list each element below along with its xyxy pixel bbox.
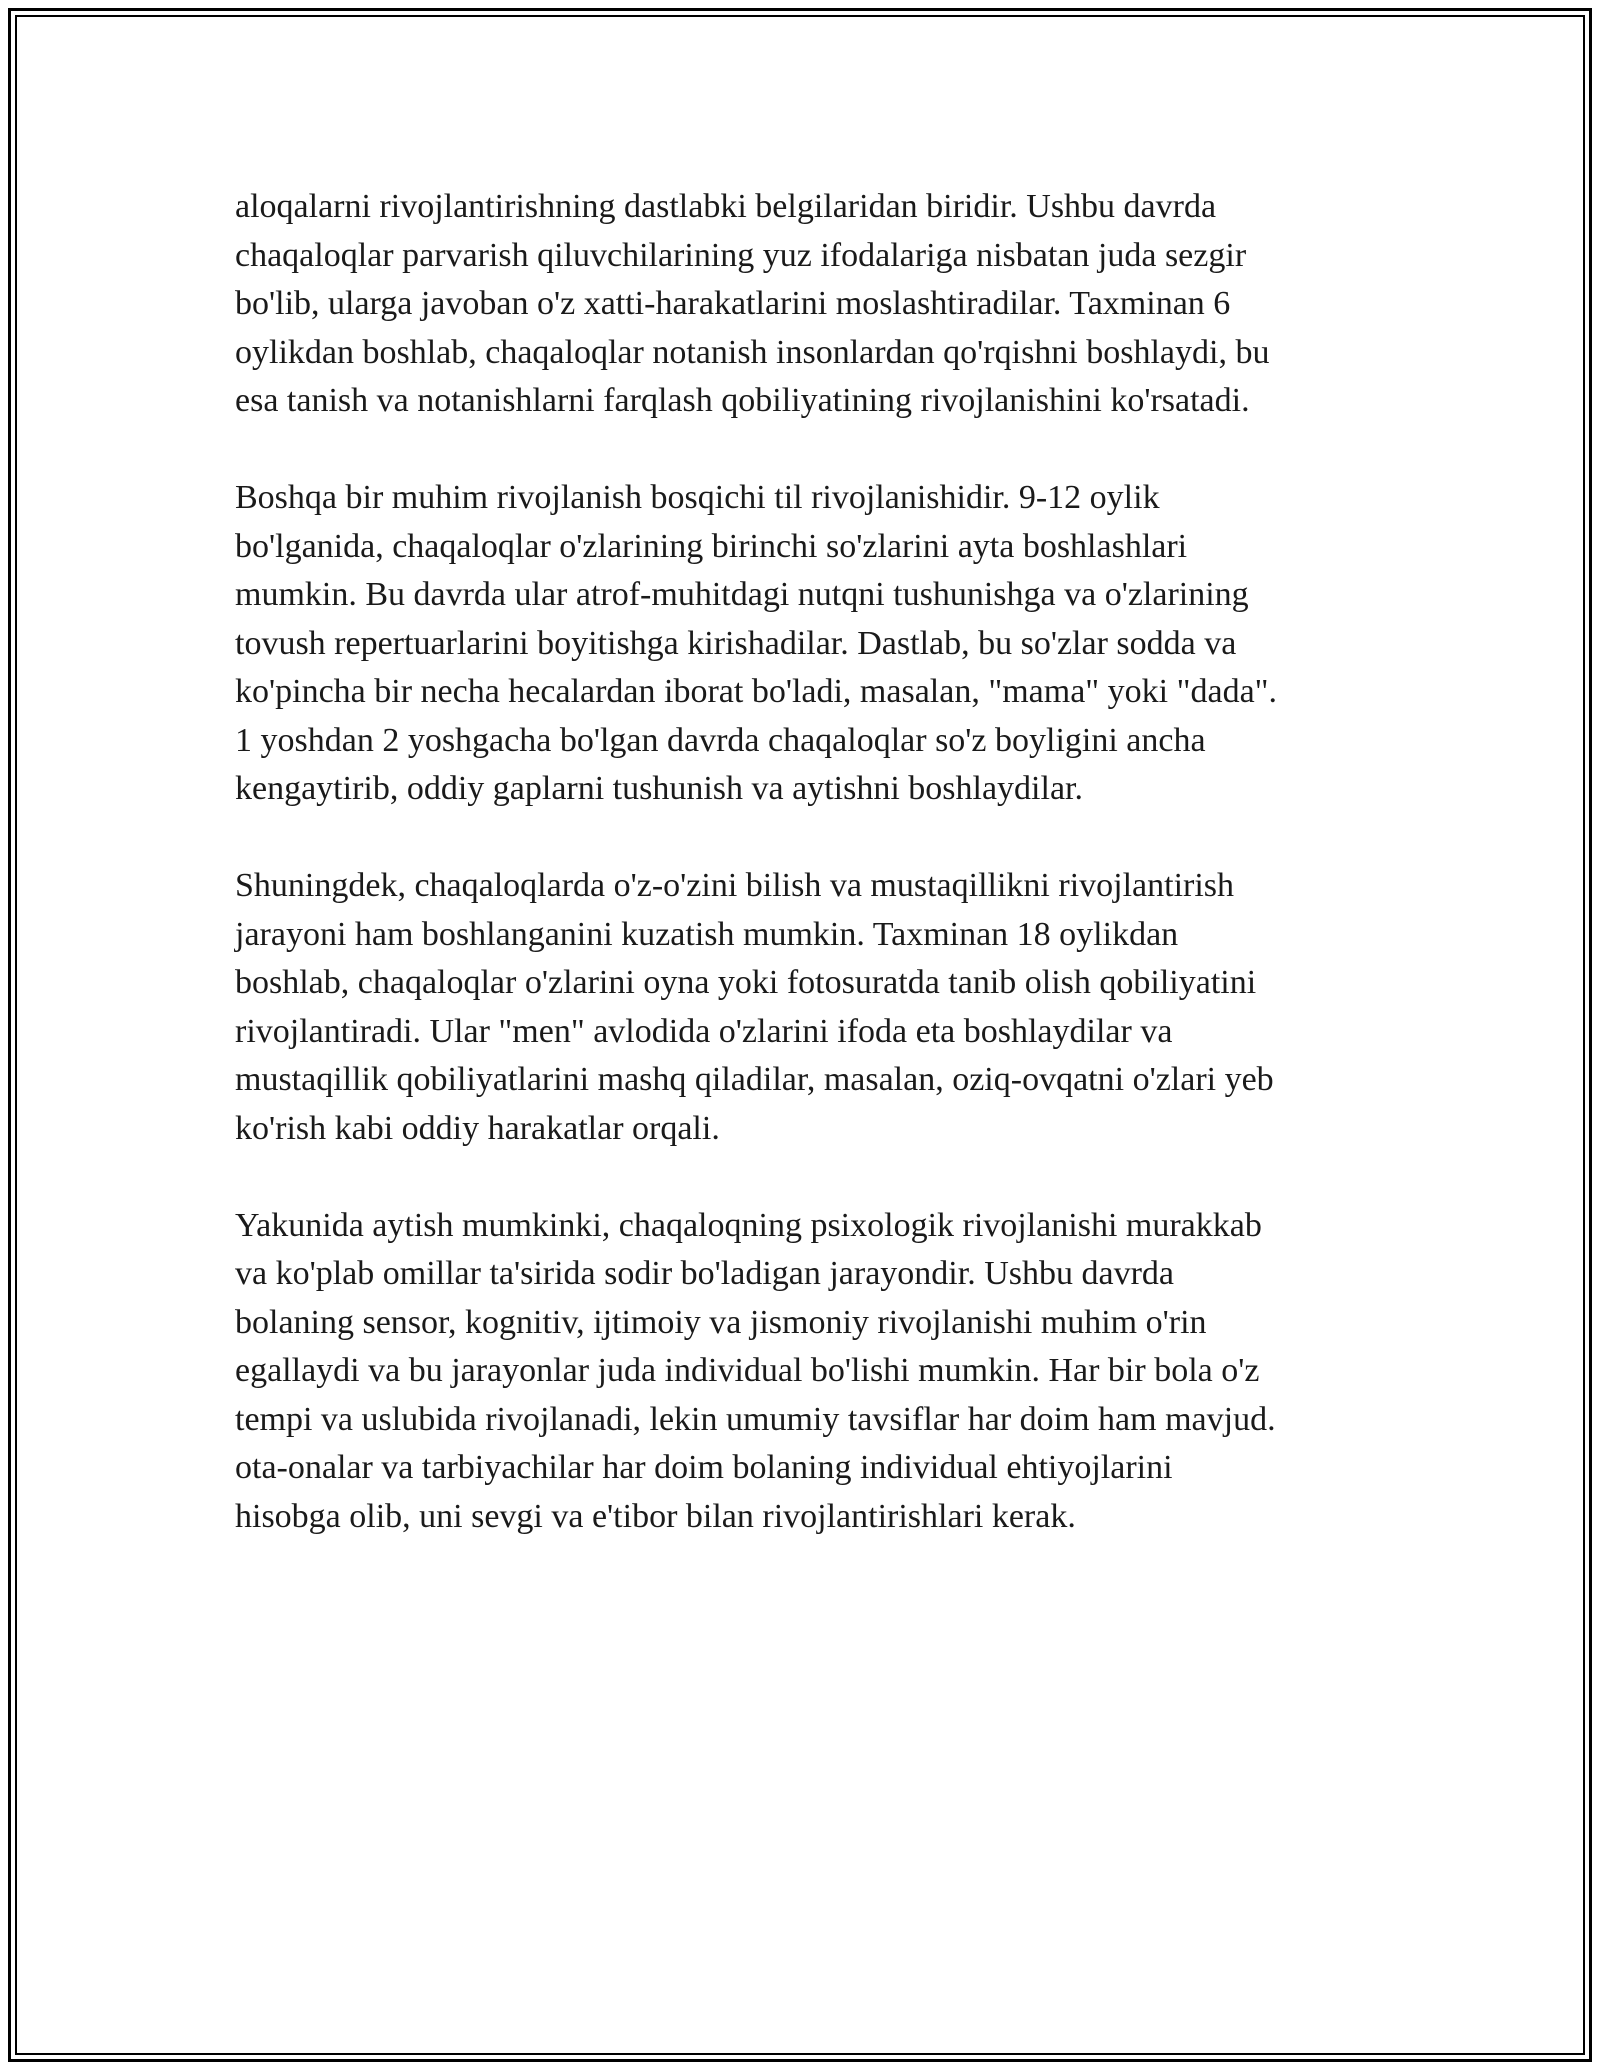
text-line: aloqalarni rivojlantirishning dastlabki belgilaridan biridir. Ushbu davrda — [235, 188, 1217, 225]
text-line: Yakunida aytish mumkinki, chaqaloqning psixologik rivojlanishi murakkab — [235, 1206, 1262, 1244]
text-line: esa tanish va notanishlarni farqlash qobiliyatining rivojlanishini ko'rsatadi. — [235, 382, 1250, 419]
paragraph-2 — [235, 474, 1365, 814]
document-body — [235, 183, 1365, 1590]
text-line: bo'lganida, chaqaloqlar o'zlarining birinchi so'zlarini ayta boshlashlari — [235, 527, 1188, 565]
text-line: egallaydi va bu jarayonlar juda individual bo'lishi mumkin. Har bir bola o'z — [235, 1352, 1260, 1389]
text-line: Boshqa bir muhim rivojlanish bosqichi til rivojlanishidir. 9-12 oylik — [235, 479, 1160, 516]
text-line: tovush repertuarlarini boyitishga kirishadilar. Dastlab, bu so'zlar sodda va — [235, 624, 1237, 662]
text-line: rivojlantiradi. Ular "men" avlodida o'zlarini ifoda eta boshlaydilar va — [235, 1012, 1173, 1050]
paragraph-4 — [235, 1202, 1365, 1542]
text-line: mumkin. Bu davrda ular atrof-muhitdagi nutqni tushunishga va o'zlarining — [235, 576, 1249, 613]
paragraph-3 — [235, 862, 1365, 1153]
text-line: va ko'plab omillar ta'sirida sodir bo'ladigan jarayondir. Ushbu davrda — [235, 1255, 1174, 1292]
text-line: bolaning sensor, kognitiv, ijtimoiy va jismoniy rivojlanishi muhim o'rin — [235, 1303, 1207, 1341]
paragraph-1 — [235, 183, 1365, 426]
text-line: oylikdan boshlab, chaqaloqlar notanish insonlardan qo'rqishni boshlaydi, bu — [235, 333, 1270, 371]
text-line: ko'pincha bir necha hecalardan iborat bo'ladi, masalan, "mama" yoki "dada". — [235, 673, 1278, 710]
text-line: jarayoni ham boshlanganini kuzatish mumkin. Taxminan 18 oylikdan — [235, 915, 1179, 953]
text-line: boshlab, chaqaloqlar o'zlarini oyna yoki fotosuratda tanib olish qobiliyatini — [235, 964, 1257, 1001]
text-line: mustaqillik qobiliyatlarini mashq qiladilar, masalan, oziq-ovqatni o'zlari yeb — [235, 1061, 1274, 1098]
text-line: Shuningdek, chaqaloqlarda o'z-o'zini bilish va mustaqillikni rivojlantirish — [235, 867, 1235, 904]
text-line: chaqaloqlar parvarish qiluvchilarining yuz ifodalariga nisbatan juda sezgir — [235, 236, 1247, 274]
text-line: kengaytirib, oddiy gaplarni tushunish va aytishni boshlaydilar. — [235, 770, 1083, 807]
text-line: ota-onalar va tarbiyachilar har doim bolaning individual ehtiyojlarini — [235, 1449, 1173, 1486]
text-line: 1 yoshdan 2 yoshgacha bo'lgan davrda chaqaloqlar so'z boyligini ancha — [235, 721, 1206, 759]
text-line: ko'rish kabi oddiy harakatlar orqali. — [235, 1109, 720, 1147]
text-line: bo'lib, ularga javoban o'z xatti-harakatlarini moslashtiradilar. Taxminan 6 — [235, 285, 1231, 322]
text-line: hisobga olib, uni sevgi va e'tibor bilan rivojlantirishlari kerak. — [235, 1497, 1076, 1535]
text-line: tempi va uslubida rivojlanadi, lekin umumiy tavsiflar har doim ham mavjud. — [235, 1400, 1276, 1438]
